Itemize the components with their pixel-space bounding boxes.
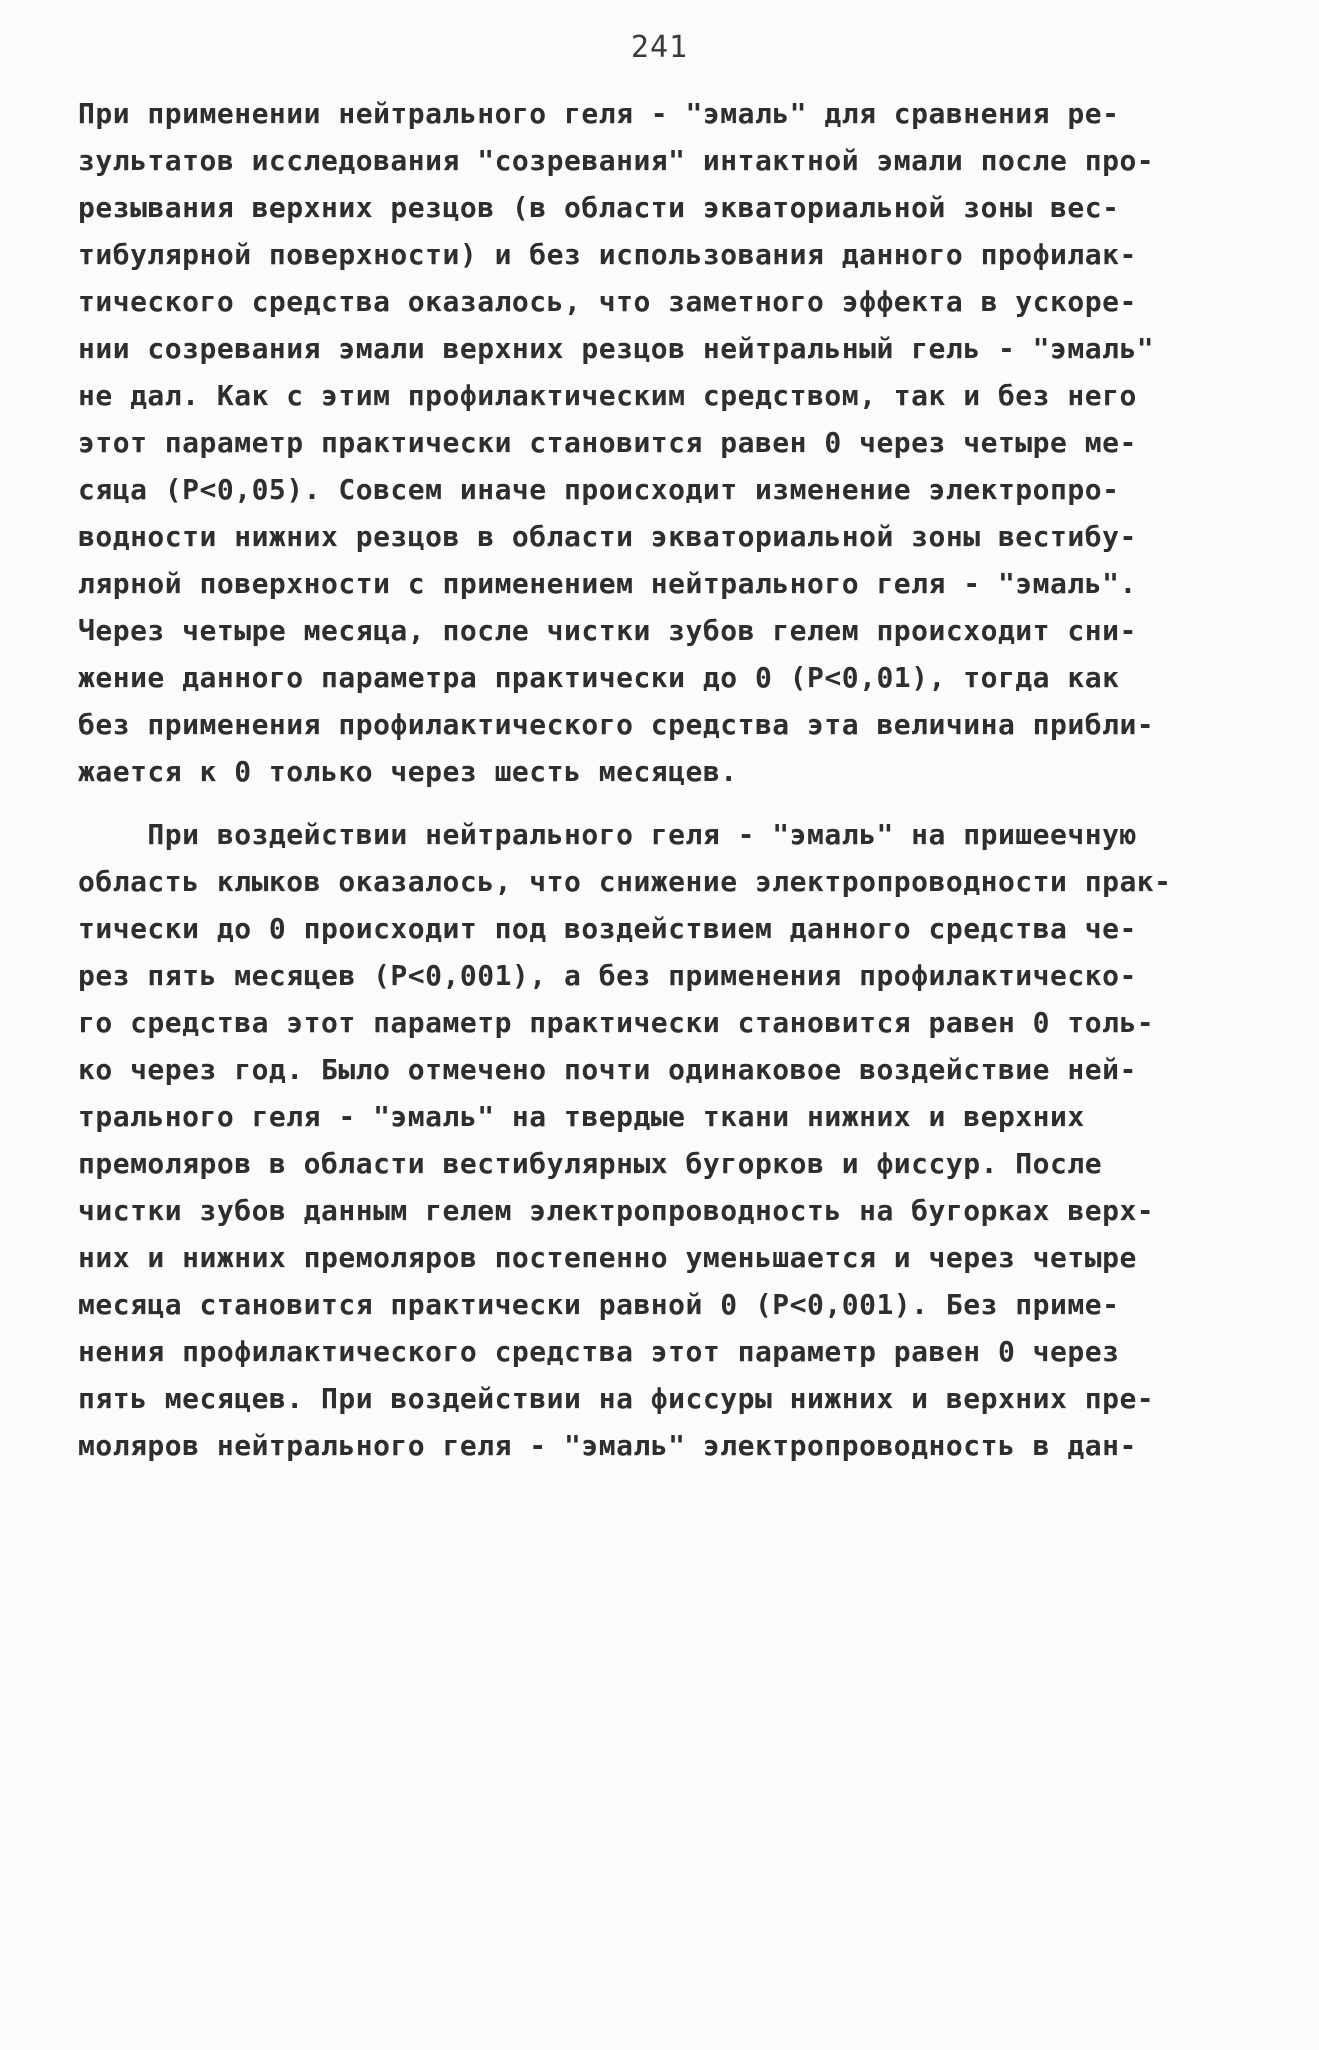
text-line: водности нижних резцов в области экваториальной зоны вестибу- [78, 520, 1137, 553]
text-line: сяца (P<0,05). Совсем иначе происходит изменение электропро- [78, 473, 1120, 506]
text-line: При воздействии нейтрального геля - "эмаль" на пришеечную [78, 818, 1137, 851]
paragraph-gap [78, 795, 1258, 811]
text-line: премоляров в области вестибулярных бугорков и фиссур. После [78, 1147, 1103, 1180]
text-line: тически до 0 происходит под воздействием данного средства че- [78, 912, 1137, 945]
text-line: моляров нейтрального геля - "эмаль" электропроводность в дан- [78, 1429, 1137, 1462]
text-line: При применении нейтрального геля - "эмаль" для сравнения ре- [78, 97, 1120, 130]
text-line: нии созревания эмали верхних резцов нейтральный гель - "эмаль" [78, 332, 1155, 365]
text-line: область клыков оказалось, что снижение электропроводности прак- [78, 865, 1172, 898]
text-line: трального геля - "эмаль" на твердые ткани нижних и верхних [78, 1100, 1085, 1133]
text-line: лярной поверхности с применением нейтрального геля - "эмаль". [78, 567, 1137, 600]
text-line: тического средства оказалось, что заметного эффекта в ускоре- [78, 285, 1137, 318]
text-line: чистки зубов данным гелем электропроводность на бугорках верх- [78, 1194, 1155, 1227]
text-line: зультатов исследования "созревания" интактной эмали после про- [78, 144, 1155, 177]
text-line: тибулярной поверхности) и без использования данного профилак- [78, 238, 1137, 271]
paragraph-2 [78, 811, 1258, 1469]
text-line: резывания верхних резцов (в области экваториальной зоны вес- [78, 191, 1120, 224]
text-line: ко через год. Было отмечено почти одинаковое воздействие ней- [78, 1053, 1137, 1086]
text-line: без применения профилактического средства эта величина прибли- [78, 708, 1155, 741]
text-line: пять месяцев. При воздействии на фиссуры нижних и верхних пре- [78, 1382, 1155, 1415]
text-line: Через четыре месяца, после чистки зубов гелем происходит сни- [78, 614, 1137, 647]
text-line: го средства этот параметр практически становится равен 0 толь- [78, 1006, 1155, 1039]
text-line: нения профилактического средства этот параметр равен 0 через [78, 1335, 1120, 1368]
paragraph-1 [78, 90, 1258, 795]
text-line: жение данного параметра практически до 0 (P<0,01), тогда как [78, 661, 1120, 694]
text-line: месяца становится практически равной 0 (P<0,001). Без приме- [78, 1288, 1120, 1321]
text-line: этот параметр практически становится равен 0 через четыре ме- [78, 426, 1137, 459]
text-line: них и нижних премоляров постепенно уменьшается и через четыре [78, 1241, 1137, 1274]
text-line: жается к 0 только через шесть месяцев. [78, 755, 738, 788]
body-text [78, 90, 1258, 1469]
text-line: не дал. Как с этим профилактическим средством, так и без него [78, 379, 1137, 412]
text-line: рез пять месяцев (P<0,001), а без применения профилактическо- [78, 959, 1137, 992]
page-number: 241 [630, 30, 689, 65]
